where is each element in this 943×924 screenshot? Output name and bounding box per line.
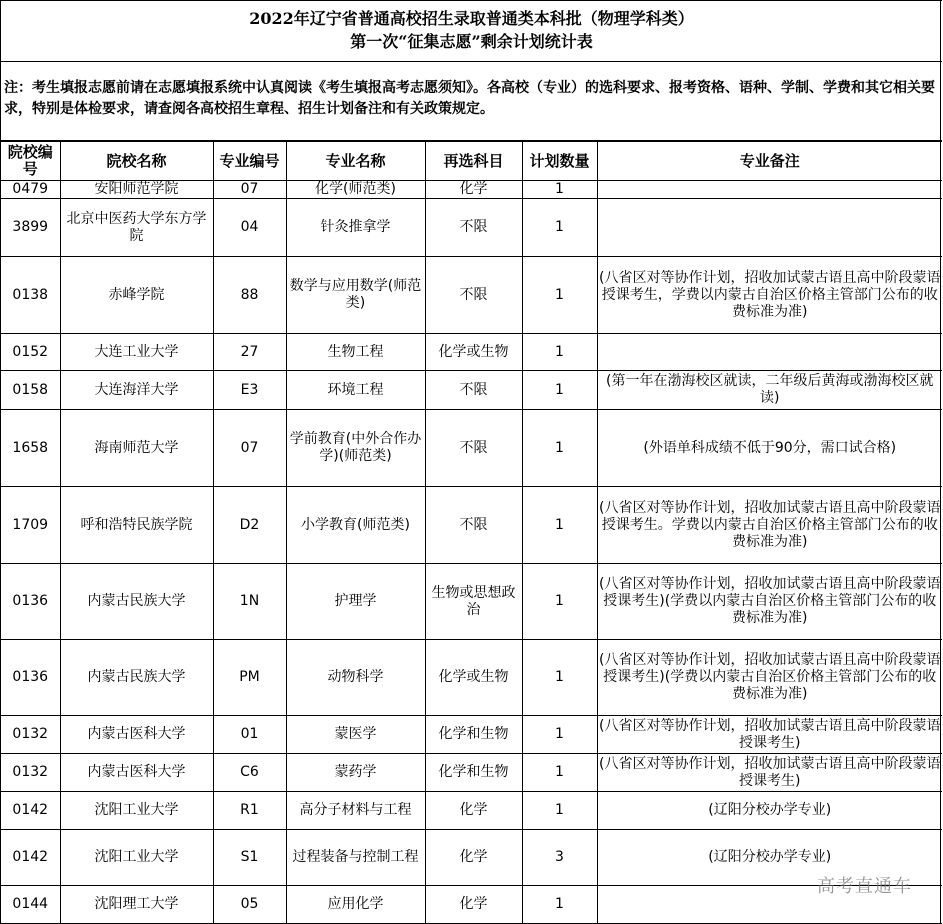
cell-subject: 化学或生物: [425, 334, 522, 371]
cell-remark: [597, 199, 942, 257]
cell-school-name: 大连海洋大学: [60, 371, 213, 410]
cell-subject: 不限: [425, 199, 522, 257]
cell-major-code: D2: [213, 487, 286, 564]
cell-school-name: 内蒙古医科大学: [60, 754, 213, 792]
table-row: [1, 716, 942, 754]
cell-school-name: 沈阳工业大学: [60, 830, 213, 886]
cell-remark: (辽阳分校办学专业): [597, 792, 942, 830]
cell-subject: 化学和生物: [425, 754, 522, 792]
table-row: [1, 334, 942, 371]
header-school-code: 院校编号: [1, 142, 60, 181]
cell-quota: 1: [522, 640, 597, 716]
cell-school-code: 0132: [1, 754, 60, 792]
cell-school-name: 大连工业大学: [60, 334, 213, 371]
cell-subject: 不限: [425, 371, 522, 410]
cell-school-code: 3899: [1, 199, 60, 257]
cell-major-name: 护理学: [286, 564, 425, 640]
cell-quota: 1: [522, 181, 597, 199]
table-row: [1, 564, 942, 640]
cell-quota: 1: [522, 792, 597, 830]
cell-quota: 1: [522, 410, 597, 487]
cell-remark: (八省区对等协作计划，招收加试蒙古语且高中阶段蒙语授课考生): [597, 754, 942, 792]
remaining-plan-table: [1, 141, 942, 924]
cell-quota: 1: [522, 257, 597, 334]
cell-remark: (八省区对等协作计划，招收加试蒙古语且高中阶段蒙语授课考生，学费以内蒙古自治区价格主管部门公布的收费标准为准): [597, 257, 942, 334]
cell-quota: 1: [522, 371, 597, 410]
title-line-1: 2022年辽宁省普通高校招生录取普通类本科批（物理学科类）: [249, 9, 694, 28]
cell-school-name: 呼和浩特民族学院: [60, 487, 213, 564]
table-row: [1, 640, 942, 716]
cell-major-name: 针灸推拿学: [286, 199, 425, 257]
header-remark: 专业备注: [597, 142, 942, 181]
cell-major-name: 蒙药学: [286, 754, 425, 792]
cell-school-code: 0138: [1, 257, 60, 334]
cell-major-code: E3: [213, 371, 286, 410]
cell-major-code: 05: [213, 886, 286, 924]
table-row: [1, 257, 942, 334]
header-subject: 再选科目: [425, 142, 522, 181]
table-row: [1, 371, 942, 410]
table-row: [1, 199, 942, 257]
cell-quota: 1: [522, 199, 597, 257]
cell-major-code: 07: [213, 181, 286, 199]
cell-subject: 化学: [425, 886, 522, 924]
cell-school-code: 0132: [1, 716, 60, 754]
cell-school-name: 沈阳工业大学: [60, 792, 213, 830]
cell-remark: (八省区对等协作计划，招收加试蒙古语且高中阶段蒙语授课考生)(学费以内蒙古自治区价格主管部门公布的收费标准为准): [597, 564, 942, 640]
watermark-text: 高考直通车: [817, 876, 912, 897]
cell-major-name: 学前教育(中外合作办学)(师范类): [286, 410, 425, 487]
cell-major-name: 应用化学: [286, 886, 425, 924]
cell-subject: 不限: [425, 257, 522, 334]
table-row: [1, 754, 942, 792]
cell-school-code: 0136: [1, 564, 60, 640]
table-row: [1, 181, 942, 199]
cell-quota: 1: [522, 564, 597, 640]
cell-remark: [597, 181, 942, 199]
cell-subject: 化学: [425, 181, 522, 199]
cell-major-code: 07: [213, 410, 286, 487]
cell-quota: 1: [522, 886, 597, 924]
cell-major-code: 01: [213, 716, 286, 754]
cell-major-code: S1: [213, 830, 286, 886]
cell-major-name: 高分子材料与工程: [286, 792, 425, 830]
cell-school-code: 1658: [1, 410, 60, 487]
table-row: [1, 487, 942, 564]
header-quota: 计划数量: [522, 142, 597, 181]
cell-subject: 不限: [425, 410, 522, 487]
table-row: [1, 410, 942, 487]
cell-major-name: 数学与应用数学(师范类): [286, 257, 425, 334]
notice-text: 注：考生填报志愿前请在志愿填报系统中认真阅读《考生填报高考志愿须知》。各高校（专业）的选科要求、报考资格、语种、学制、学费和其它相关要求，特别是体检要求，请查阅各高校招生章程、招生计划备注和有关政策规定。: [1, 62, 942, 141]
cell-remark: [597, 334, 942, 371]
cell-school-name: 海南师范大学: [60, 410, 213, 487]
cell-major-code: C6: [213, 754, 286, 792]
cell-quota: 1: [522, 716, 597, 754]
cell-major-name: 化学(师范类): [286, 181, 425, 199]
table-row: [1, 886, 942, 924]
cell-subject: 生物或思想政治: [425, 564, 522, 640]
cell-major-code: R1: [213, 792, 286, 830]
cell-subject: 化学: [425, 830, 522, 886]
cell-major-code: 1N: [213, 564, 286, 640]
cell-quota: 3: [522, 830, 597, 886]
header-school-name: 院校名称: [60, 142, 213, 181]
cell-remark: (八省区对等协作计划，招收加试蒙古语且高中阶段蒙语授课考生): [597, 716, 942, 754]
cell-major-name: 小学教育(师范类): [286, 487, 425, 564]
cell-school-name: 北京中医药大学东方学院: [60, 199, 213, 257]
cell-subject: 不限: [425, 487, 522, 564]
cell-major-code: 27: [213, 334, 286, 371]
cell-major-code: PM: [213, 640, 286, 716]
cell-remark: (辽阳分校办学专业): [597, 830, 942, 886]
header-major-code: 专业编号: [213, 142, 286, 181]
cell-remark: (外语单科成绩不低于90分，需口试合格): [597, 410, 942, 487]
cell-school-code: 0142: [1, 830, 60, 886]
cell-school-name: 沈阳理工大学: [60, 886, 213, 924]
title-line-2: 第一次“征集志愿”剩余计划统计表: [350, 32, 593, 51]
cell-school-name: 安阳师范学院: [60, 181, 213, 199]
table-row: [1, 830, 942, 886]
cell-remark: (八省区对等协作计划，招收加试蒙古语且高中阶段蒙语授课考生。学费以内蒙古自治区价格主管部门公布的收费标准为准): [597, 487, 942, 564]
table-row: [1, 792, 942, 830]
cell-subject: 化学: [425, 792, 522, 830]
cell-major-name: 生物工程: [286, 334, 425, 371]
cell-subject: 化学或生物: [425, 640, 522, 716]
cell-school-code: 0142: [1, 792, 60, 830]
cell-major-name: 动物科学: [286, 640, 425, 716]
cell-major-name: 过程装备与控制工程: [286, 830, 425, 886]
cell-school-name: 内蒙古民族大学: [60, 640, 213, 716]
cell-school-name: 内蒙古民族大学: [60, 564, 213, 640]
cell-school-code: 1709: [1, 487, 60, 564]
cell-major-code: 04: [213, 199, 286, 257]
header-row: [1, 142, 942, 181]
cell-major-name: 蒙医学: [286, 716, 425, 754]
cell-remark: (八省区对等协作计划，招收加试蒙古语且高中阶段蒙语授课考生)(学费以内蒙古自治区价格主管部门公布的收费标准为准): [597, 640, 942, 716]
cell-school-code: 0158: [1, 371, 60, 410]
cell-school-code: 0144: [1, 886, 60, 924]
cell-major-code: 88: [213, 257, 286, 334]
cell-quota: 1: [522, 754, 597, 792]
cell-school-code: 0136: [1, 640, 60, 716]
cell-school-name: 赤峰学院: [60, 257, 213, 334]
cell-subject: 化学和生物: [425, 716, 522, 754]
cell-school-name: 内蒙古医科大学: [60, 716, 213, 754]
cell-quota: 1: [522, 487, 597, 564]
document-title: [1, 0, 942, 62]
cell-school-code: 0152: [1, 334, 60, 371]
header-major-name: 专业名称: [286, 142, 425, 181]
cell-quota: 1: [522, 334, 597, 371]
cell-remark: (第一年在渤海校区就读，二年级后黄海或渤海校区就读): [597, 371, 942, 410]
cell-major-name: 环境工程: [286, 371, 425, 410]
cell-school-code: 0479: [1, 181, 60, 199]
